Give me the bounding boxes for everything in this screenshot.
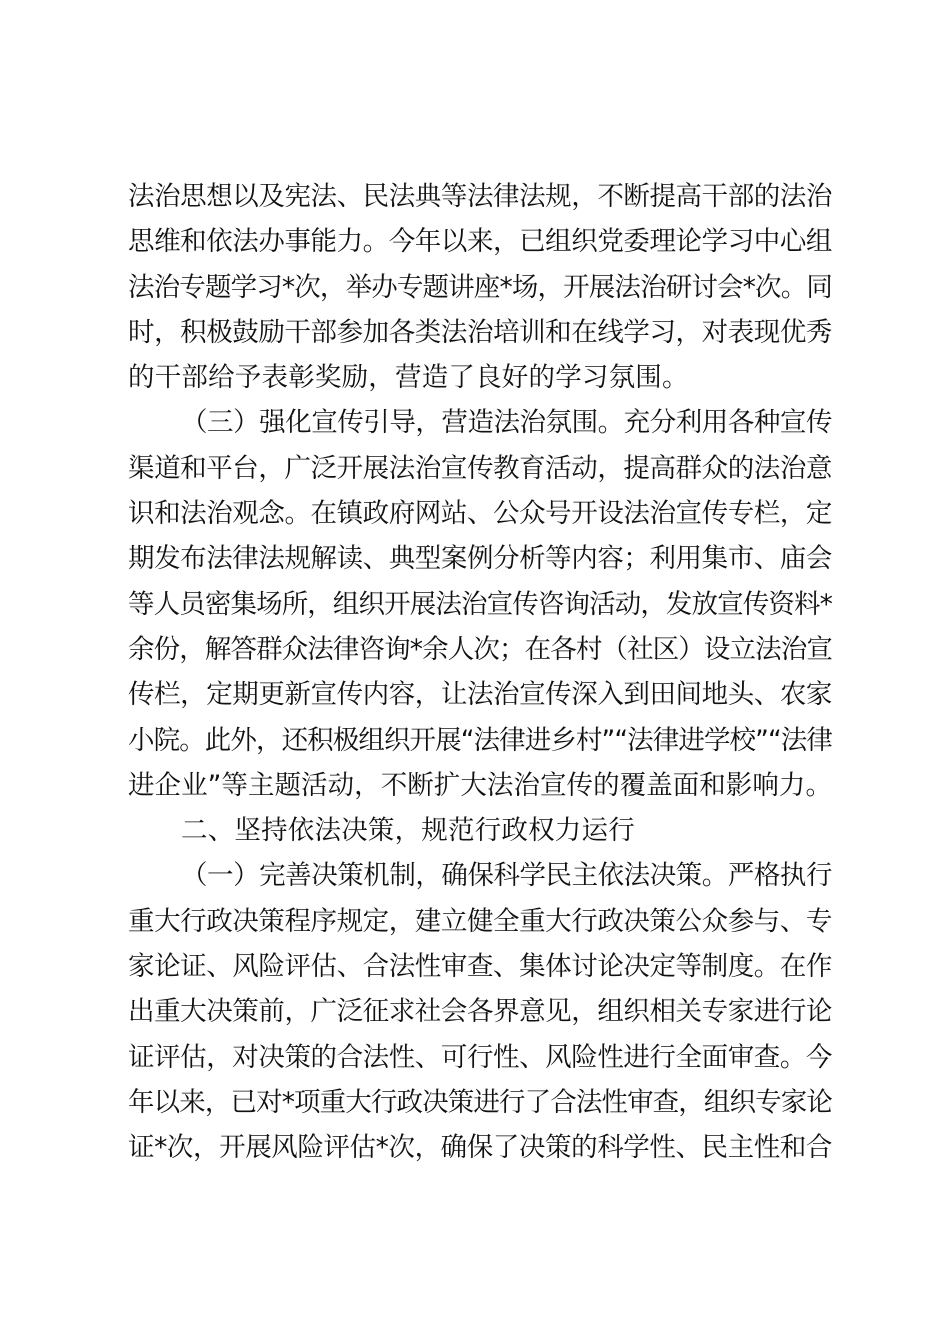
text-line: 期发布法律法规解读、典型案例分析等内容；利用集市、庙会: [128, 543, 832, 575]
text-line: 的干部给予表彰奖励，营造了良好的学习氛围。: [128, 362, 689, 394]
text-line: 余份，解答群众法律咨询*余人次；在各村（社区）设立法治宣: [128, 633, 832, 665]
text-line: 证*次，开展风险评估*次，确保了决策的科学性、民主性和合: [128, 1132, 832, 1164]
text-line: 法治专题学习*次，举办专题讲座*场，开展法治研讨会*次。同: [128, 271, 832, 303]
text-line: 进企业”等主题活动，不断扩大法治宣传的覆盖面和影响力。: [128, 769, 832, 801]
text-line: （三）强化宣传引导，营造法治氛围。充分利用各种宣传: [181, 407, 832, 439]
text-line: 识和法治观念。在镇政府网站、公众号开设法治宣传专栏，定: [128, 498, 832, 530]
text-line: 等人员密集场所，组织开展法治宣传咨询活动，发放宣传资料*: [128, 588, 832, 620]
text-line: 小院。此外，还积极组织开展“法律进乡村”“法律进学校”“法律: [128, 724, 832, 756]
text-line: 渠道和平台，广泛开展法治宣传教育活动，提高群众的法治意: [128, 452, 832, 484]
text-line: 思维和依法办事能力。今年以来，已组织党委理论学习中心组: [128, 226, 832, 258]
text-line: 家论证、风险评估、合法性审查、集体讨论决定等制度。在作: [128, 951, 832, 983]
document-body: [128, 174, 832, 1171]
text-line: （一）完善决策机制，确保科学民主依法决策。严格执行: [181, 860, 832, 892]
text-line: 年以来，已对*项重大行政决策进行了合法性审查，组织专家论: [128, 1086, 832, 1118]
text-line: 法治思想以及宪法、民法典等法律法规，不断提高干部的法治: [128, 181, 832, 212]
text-line: 时，积极鼓励干部参加各类法治培训和在线学习，对表现优秀: [128, 316, 832, 348]
text-line: 重大行政决策程序规定，建立健全重大行政决策公众参与、专: [128, 905, 832, 937]
text-line: 证评估，对决策的合法性、可行性、风险性进行全面审查。今: [128, 1041, 832, 1073]
text-line: 二、坚持依法决策，规范行政权力运行: [181, 815, 635, 847]
text-line: 传栏，定期更新宣传内容，让法治宣传深入到田间地头、农家: [128, 679, 832, 711]
text-line: 出重大决策前，广泛征求社会各界意见，组织相关专家进行论: [128, 996, 832, 1028]
